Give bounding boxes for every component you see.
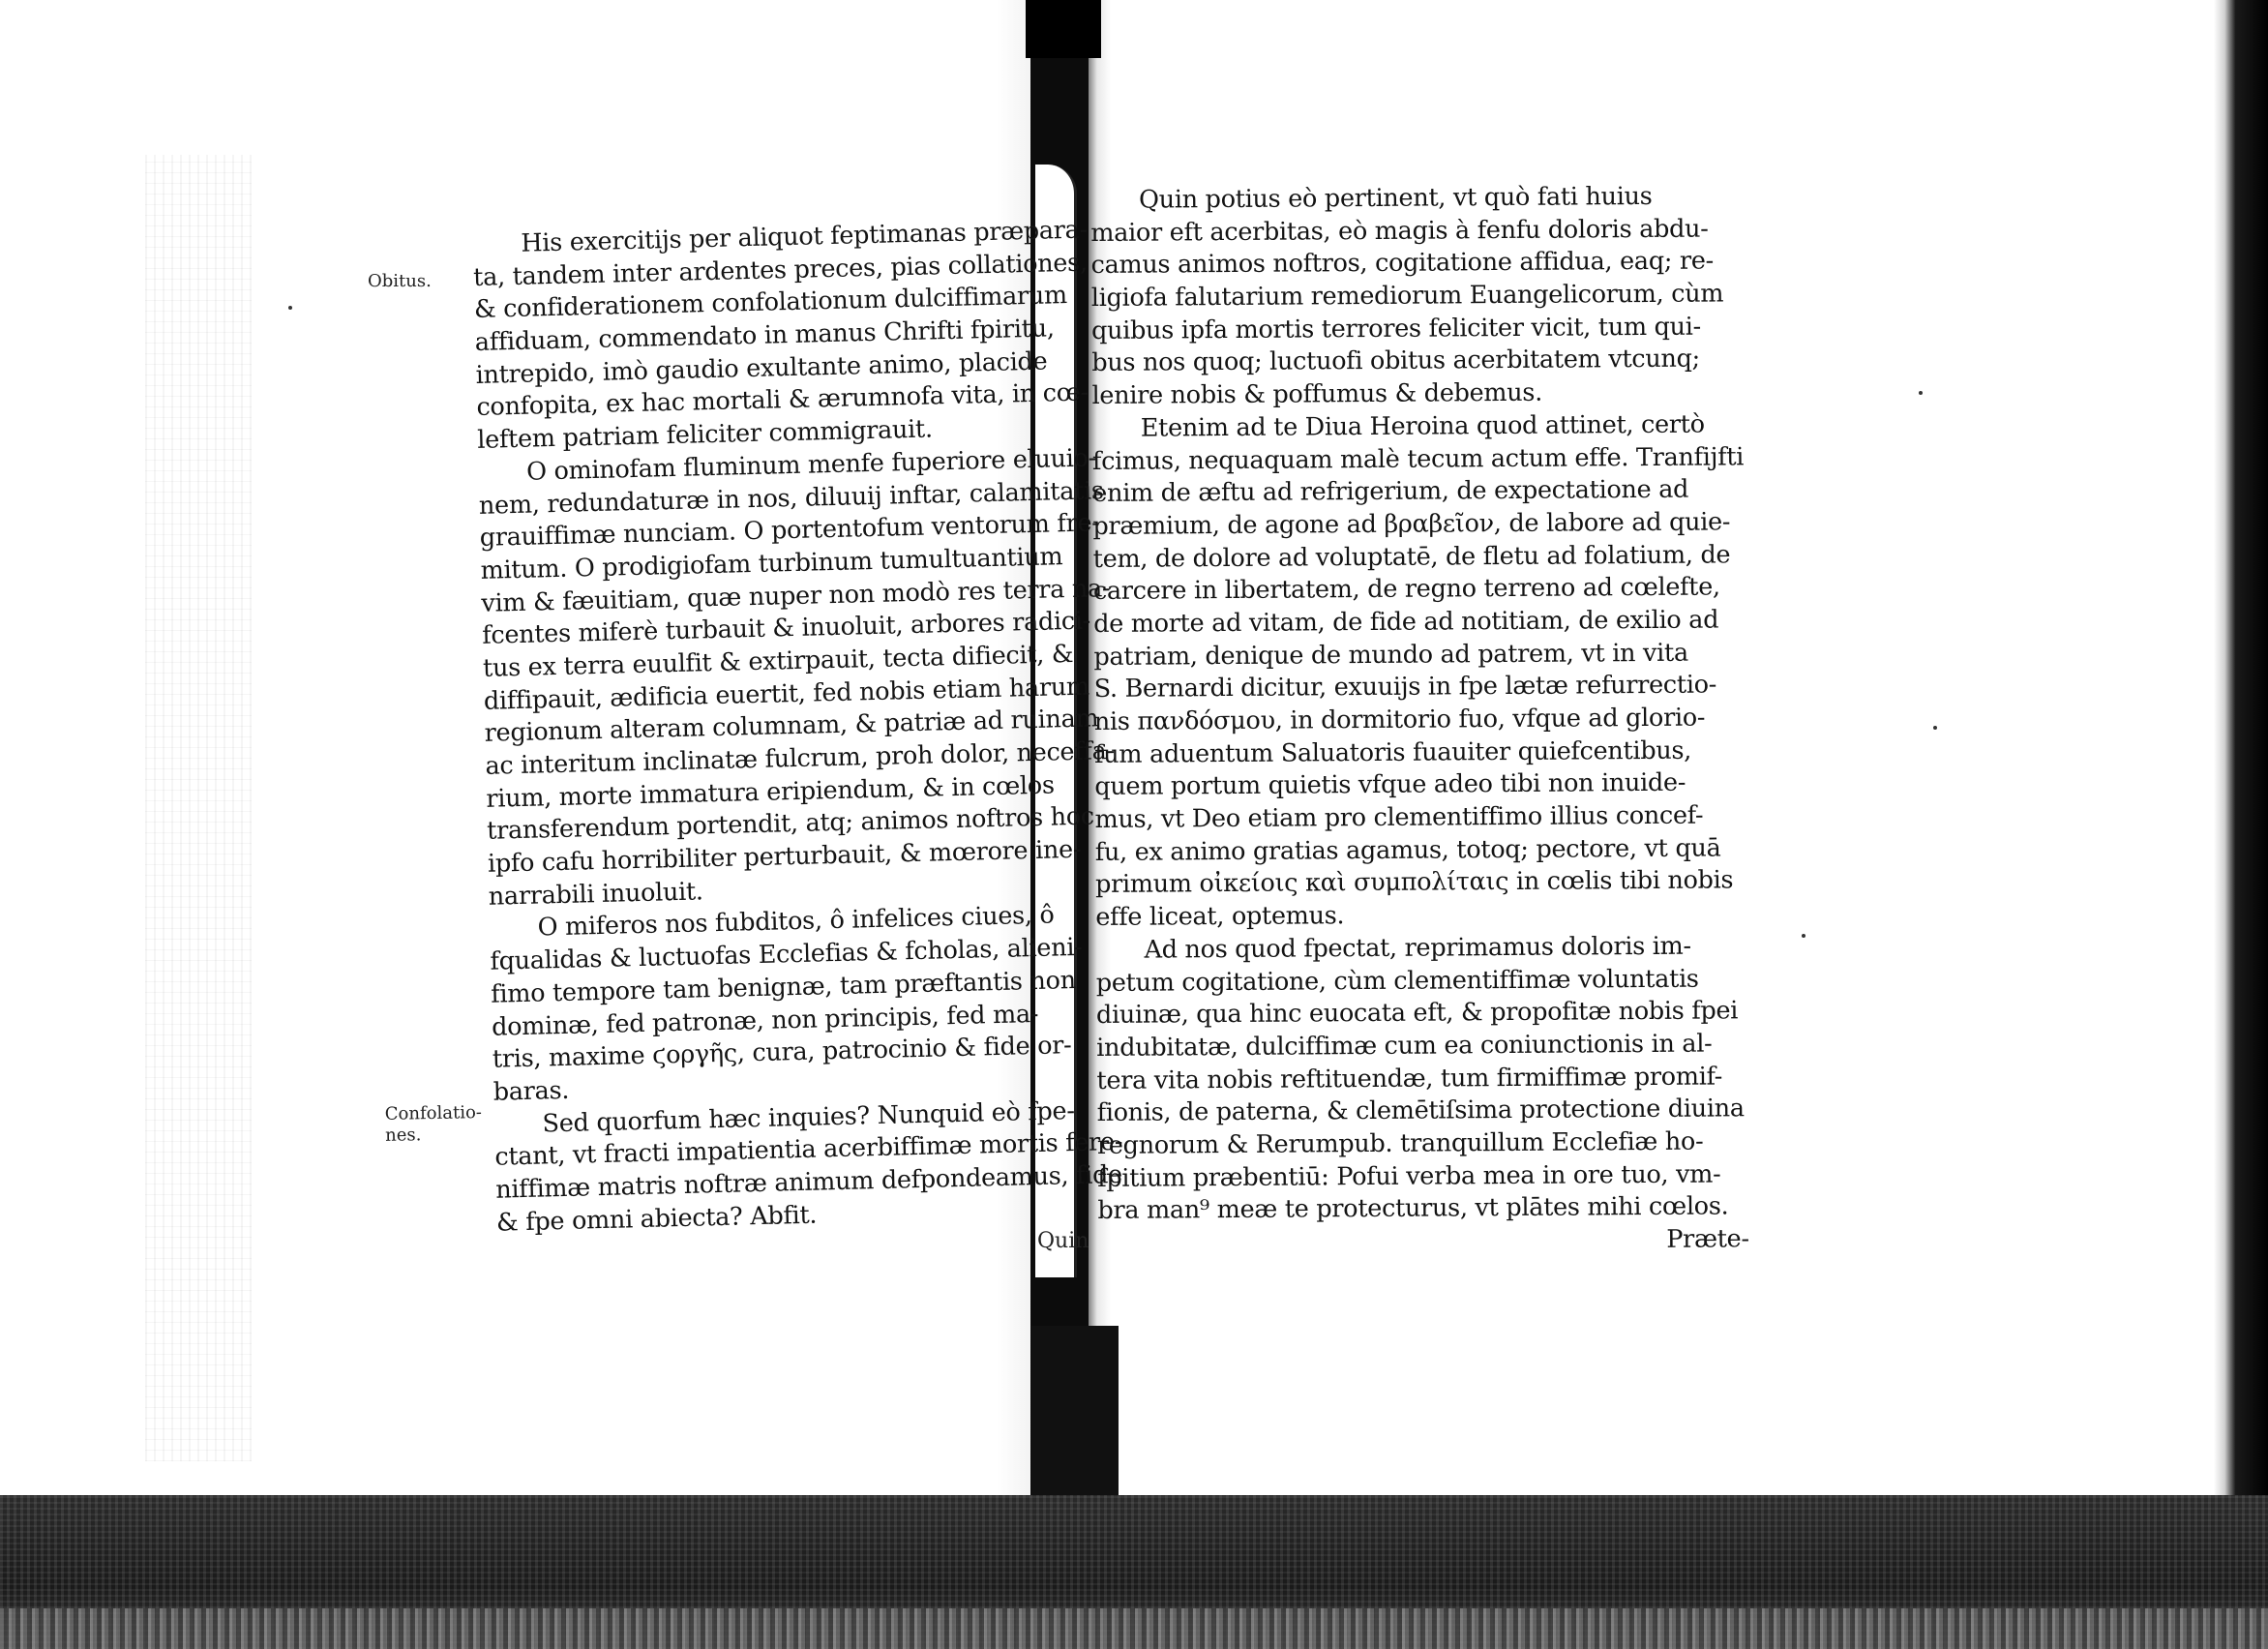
text-line: nis πανδόσμου, in dormitorio fuo, vfque ad glorio- [1093, 703, 1706, 736]
text-line: camus animos noftros, cogitatione affidua, eaq; re- [1090, 246, 1715, 281]
text-line: indubitatæ, dulciffimæ cum ea coniunctionis in al- [1096, 1029, 1713, 1063]
text-line: carcere in libertatem, de regno terreno ad cœlefte, [1092, 572, 1720, 607]
text-line: tus ex terra euulfit & extirpauit, tecta difiecit, & [482, 639, 1074, 683]
left-page-edge-noise [145, 155, 252, 1461]
text-line: niffimæ matris noftræ animum defpondeamus, fide [494, 1159, 1123, 1205]
text-line: mitum. O prodigiofam turbinum tumultuantium [480, 542, 1063, 585]
text-line: ctant, vt fracti impatientia acerbiffimæ mortis fere- [494, 1127, 1123, 1172]
text-line: effe liceat, optemus. [1095, 901, 1345, 933]
text-line: diffipauit, ædificia euertit, fed nobis etiam harum [483, 672, 1090, 716]
text-line: enim de æftu ad refrigerium, de expectatione ad [1092, 474, 1689, 509]
text-line: O ominofam fluminum menfe fuperiore eluuio- [525, 443, 1097, 487]
margin-note-line: Confolatio- [384, 1102, 483, 1124]
text-line: maior eft acerbitas, eò magis à fenfu doloris abdu- [1090, 214, 1709, 248]
margin-note-consolationes [385, 1102, 483, 1147]
text-line: fionis, de paterna, & clemētiſsima protectione diuina [1096, 1094, 1745, 1128]
right-page-body [1090, 180, 1749, 1260]
text-line: fu, ex animo gratias agamus, totoq; pectore, vt quā [1094, 833, 1721, 867]
text-line: fqualidas & luctuofas Ecclefias & fcholas, alieni- [490, 932, 1083, 976]
speck [1919, 391, 1923, 395]
text-line: baras. [492, 1075, 570, 1107]
speck [288, 306, 292, 310]
right-page-edge [2214, 0, 2268, 1495]
text-line: fcentes miferè turbauit & inuoluit, arbores radici- [481, 606, 1091, 651]
text-line: narrabili inuoluit. [488, 877, 704, 912]
text-line: & fpe omni abiecta? Abfit. [495, 1200, 818, 1238]
text-line: Etenim ad te Diua Heroina quod attinet, certò [1140, 409, 1705, 443]
text-line: patriam, denique de mundo ad patrem, vt in vita [1093, 638, 1688, 672]
text-line: diuinæ, qua hinc euocata eft, & propofitæ nobis fpei [1095, 996, 1739, 1031]
text-line: de morte ad vitam, de fide ad notitiam, de exilio ad [1093, 605, 1719, 639]
text-line: leftem patriam feliciter commigrauit. [476, 414, 934, 456]
page-catchword: Præte- [1666, 1224, 1749, 1254]
text-line: nem, redundaturæ in nos, diluuij inftar, calamitatis [478, 475, 1104, 521]
text-line: petum cogitatione, cùm clementiffimæ voluntatis [1095, 964, 1699, 998]
margin-note-line: nes. [385, 1124, 422, 1146]
text-line: fimo tempore tam benignæ, tam præftantis non [490, 965, 1077, 1009]
text-line: intrepido, imò gaudio exultante animo, placide [475, 346, 1048, 390]
text-line: quem portum quietis vfque adeo tibi non inuide- [1094, 768, 1686, 802]
speck [1933, 726, 1937, 730]
text-line: ligiofa falutarium remediorum Euangelicorum, cùm [1090, 279, 1724, 314]
text-line: quibus ipfa mortis terrores feliciter vicit, tum qui- [1090, 312, 1702, 345]
gutter-bottom-shadow [1031, 1326, 1119, 1495]
text-line: Quin potius eò pertinent, vt quò fati huius [1139, 181, 1653, 215]
text-line: S. Bernardi dicitur, exuuijs in fpe lætæ refurrectio- [1093, 670, 1717, 705]
text-line: confopita, ex hac mortali & ærumnofa vita, in cœ- [476, 377, 1089, 423]
text-line: vim & fæuitiam, quæ nuper non modò res terra na- [481, 573, 1111, 618]
text-line: affiduam, commendato in manus Chrifti fpiritu, [474, 314, 1055, 358]
text-line: rium, morte immatura eripiendum, & in cœlos [486, 770, 1056, 814]
text-line: Ad nos quod fpectat, reprimamus doloris im- [1144, 931, 1691, 965]
text-line: dominæ, fed patronæ, non principis, fed ma- [491, 999, 1039, 1042]
text-line: bra man⁹ meæ te protecturus, vt plātes mihi cœlos. [1097, 1191, 1729, 1226]
text-line: ta, tandem inter ardentes preces, pias collationes, [472, 248, 1089, 292]
text-line: fpitium præbentiū: Pofui verba mea in ore tuo, vm- [1097, 1159, 1721, 1193]
text-line: tera vita nobis reftituendæ, tum firmiffimæ promif- [1096, 1062, 1723, 1095]
text-line: transferendum portendit, atq; animos noftros hoc [486, 801, 1095, 847]
text-line: Sed quorfum hæc inquies? Nunquid eò fpe- [542, 1095, 1075, 1139]
text-line: bus nos quoq; luctuofi obitus acerbitatem vtcunq; [1091, 345, 1701, 378]
text-line: tem, de dolore ad voluptatē, de fletu ad folatium, de [1092, 539, 1731, 574]
text-line: fcimus, nequaquam malè tecum actum effe. Tranfijfti [1091, 441, 1745, 476]
text-line: His exercitijs per aliquot feptimanas præpara- [521, 215, 1089, 258]
text-line: primum οἰκείοις καὶ συμπολίταις in cœlis tibi nobis [1094, 865, 1734, 900]
gutter-top-shadow [1026, 0, 1101, 58]
text-line: regnorum & Rerumpub. tranquillum Ecclefiæ ho- [1096, 1126, 1704, 1160]
text-line: mus, vt Deo etiam pro clementiffimo illius concef- [1094, 800, 1704, 835]
text-line: fum aduentum Saluatoris fuauiter quiefcentibus, [1094, 735, 1692, 769]
margin-note-obitus: Obitus. [368, 271, 432, 291]
text-line: regionum alteram columnam, & patriæ ad ruinam [484, 704, 1099, 749]
scanner-bottom-noise [0, 1608, 2268, 1649]
text-line: & confiderationem confolationum dulciffimarum [473, 281, 1068, 325]
left-page-catchword: Quin [1037, 1229, 1089, 1253]
text-line: tris, maxime ϛοργῆς, cura, patrocinio & fide or- [492, 1031, 1072, 1074]
text-line: O miferos nos fubditos, ô infelices ciues, ô [537, 900, 1055, 943]
text-line: ipfo cafu horribiliter perturbauit, & mœrore ine- [487, 834, 1082, 879]
speck [1802, 934, 1805, 938]
text-line: ac interitum inclinatæ fulcrum, proh dolor, neceffa- [485, 735, 1116, 781]
text-line: præmium, de agone ad βραβεῖον, de labore ad quie- [1092, 507, 1731, 541]
text-line: lenire nobis & poffumus & debemus. [1091, 377, 1543, 411]
left-page-body [472, 214, 1126, 1240]
text-line: grauiffimæ nunciam. O portentofum ventorum fre- [479, 508, 1100, 554]
